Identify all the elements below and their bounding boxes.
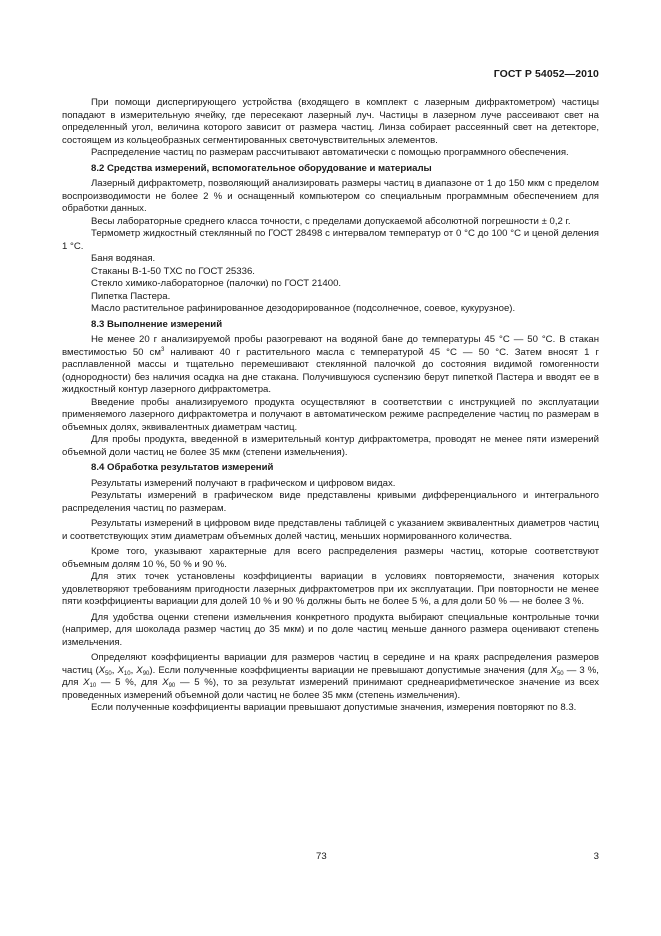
paragraph: Если полученные коэффициенты вариации превышают допустимые значения, измерения повторяют по 8.3. xyxy=(91,702,577,713)
paragraph: Стаканы В-1-50 ТХС по ГОСТ 25336. xyxy=(91,265,255,277)
paragraph: Для пробы продукта, введенной в измерительный контур дифрактометра, проводят не менее пяти измерений объемной доли частиц не более 35 мкм (степени измельчения). xyxy=(62,434,599,458)
paragraph: Результаты измерений в графическом виде представлены кривыми дифференциального и интегрального распределения частиц по размерам. xyxy=(62,490,599,514)
paragraph: При помощи диспергирующего устройства (входящего в комплект с лазерным дифрактометром) частицы попадают в измерительную ячейку, где пересекают лазерный луч. Частицы в лазерном луче рассеивают свет на определенный угол, величина которого зависит от размера частиц. Линза собирает рассеянный свет на детекторе, состоящем из кольцеобразных сегментированных светочувствительных элементов. xyxy=(62,97,599,146)
paragraph: Для этих точек установлены коэффициенты вариации в условиях повторяемости, значения которых удовлетворяют требованиям пригодности лазерных дифрактометров при их эксплуатации. При повторности не менее пяти коэффициенты вариации для долей 10 % и 90 % должны быть не более 5 %, а для доли 50 % — не более 3 %. xyxy=(62,571,599,607)
page-number: 73 xyxy=(316,851,327,862)
paragraph: Результаты измерений в цифровом виде представлены таблицей с указанием эквивалентных диаметров частиц и соответствующих этим диаметрам объемных долей частиц, меньших нормированного количества. xyxy=(62,518,599,542)
paragraph: Введение пробы анализируемого продукта осуществляют в соответствии с инструкцией по эксплуатации применяемого лазерного дифрактометра и получают в автоматическом режиме распределение частиц по размерам в объемных долях, эквивалентных диаметрам частиц. xyxy=(62,396,599,433)
paragraph: Пипетка Пастера. xyxy=(91,290,171,302)
paragraph: Не менее 20 г анализируемой пробы разогревают на водяной бане до температуры 45 °С — 50 °С. В стакан вместимостью 50 $см^3$ наливают 40 г растительного масла с температурой 45 °С — 50 °С. Затем вносят 1 г расплавленной массы и тщательно перемешивают стеклянной палочкой до состояния видимой гомогенности (однородности) без наличия осадка на дне стакана. Получившуюся суспензию берут пипеткой Пастера и вводят ее в жидкостный контур лазерного дифрактометра. xyxy=(62,334,599,395)
paragraph: Баня водяная. xyxy=(91,253,156,264)
paragraph: Стекло химико-лабораторное (палочки) по ГОСТ 21400. xyxy=(91,278,342,289)
paragraph: Масло растительное рафинированное дезодорированное (подсолнечное, соевое, кукурузное). xyxy=(91,303,516,314)
paragraph: Определяют коэффициенты вариации для размеров частиц в середине и на краях распределения размеров частиц ($X_{50}$, $X_{10}$, $X_{90}$). Если полученные коэффициенты вариации не превышают допустимые значения (для $X_{50}$ — 3 %, для $X_{10}$ — 5 %, для $X_{90}$ — 5 %), то за результат измерений принимают среднеарифметическое значение из всех проведенных измерений объемной доли частиц не более 35 мкм (степень измельчения). xyxy=(62,652,600,701)
document-body xyxy=(62,97,599,715)
paragraph: Лазерный дифрактометр, позволяющий анализировать размеры частиц в диапазоне от 1 до 150 мкм с пределом воспроизводимости не более 2 % и оснащенный компьютером со специальным программным обеспечением для обработки данных. xyxy=(62,178,599,214)
paragraph: Для удобства оценки степени измельчения конкретного продукта выбирают специальные контрольные точки (например, для шоколада размер частиц до 35 мкм) и по доле частиц меньше данного размера оценивают степень измельчения. xyxy=(62,611,599,648)
section-heading-8-3: 8.3 Выполнение измерений xyxy=(91,318,223,330)
paragraph: Весы лабораторные среднего класса точности, с пределами допускаемой абсолютной погрешности ± 0,2 г. xyxy=(91,215,571,227)
section-heading-8-4: 8.4 Обработка результатов измерений xyxy=(91,462,274,473)
section-heading-8-2: 8.2 Средства измерений, вспомогательное оборудование и материалы xyxy=(91,162,432,174)
paragraph: Распределение частиц по размерам рассчитывают автоматически с помощью программного обеспечения. xyxy=(91,147,569,158)
sheet-number: 3 xyxy=(593,851,599,862)
paragraph: Кроме того, указывают характерные для всего распределения размеры частиц, которые соответствуют объемным долям 10 %, 50 % и 90 %. xyxy=(62,546,599,570)
paragraph: Термометр жидкостный стеклянный по ГОСТ 28498 с интервалом температур от 0 °С до 100 °С и ценой деления 1 °С. xyxy=(62,228,599,252)
paragraph: Результаты измерений получают в графическом и цифровом видах. xyxy=(91,477,396,489)
standard-designation: ГОСТ Р 54052—2010 xyxy=(493,68,599,80)
